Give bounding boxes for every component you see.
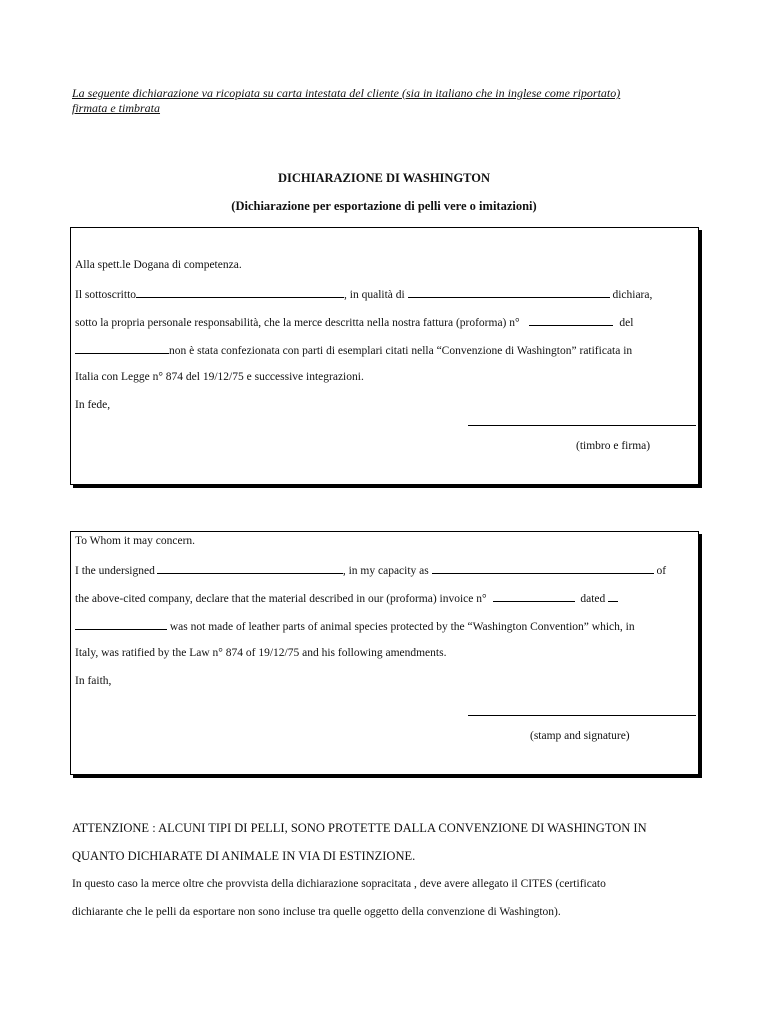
attention-line-4: dichiarante che le pelli da esportare non sono incluse tra quelle oggetto della convenzione di Washington).: [72, 906, 561, 918]
dated-blank[interactable]: [608, 591, 618, 602]
italian-l2a: Il sottoscritto: [75, 289, 137, 301]
document-subtitle: (Dichiarazione per esportazione di pelli vere o imitazioni): [231, 199, 537, 213]
english-line-3: [75, 591, 618, 605]
italian-line-4: [75, 343, 632, 357]
english-l2a: I the undersigned: [75, 565, 155, 577]
english-line-4: [75, 619, 635, 633]
english-l2c: of: [656, 565, 667, 577]
english-declaration-box: [70, 531, 699, 775]
english-l4: was not made of leather parts of animal species protected by the “Washington Convention” which, in: [169, 621, 635, 633]
italian-l3b: del: [619, 317, 634, 329]
invoice-number-blank[interactable]: [529, 315, 613, 326]
italian-greeting: Alla spett.le Dogana di competenza.: [75, 259, 242, 271]
attention-line-3: In questo caso la merce oltre che provvista della dichiarazione sopracitata , deve avere allegato il CITES (certificato: [72, 878, 606, 890]
italian-line-3: [75, 315, 633, 329]
invoice-number-blank-en[interactable]: [493, 591, 575, 602]
instruction-note: [72, 86, 712, 116]
italian-declaration-box: [70, 227, 699, 485]
role-blank[interactable]: [408, 287, 610, 298]
english-greeting: To Whom it may concern.: [75, 535, 196, 547]
attention-line-2: QUANTO DICHIARATE DI ANIMALE IN VIA DI ESTINZIONE.: [72, 849, 416, 863]
italian-line-5: Italia con Legge n° 874 del 19/12/75 e successive integrazioni.: [75, 371, 364, 383]
english-closing: In faith,: [75, 675, 112, 687]
instruction-line-1: La seguente dichiarazione va ricopiata su carta intestata del cliente (sia in italiano che in inglese come riportato): [72, 86, 621, 100]
attention-line-1: ATTENZIONE : ALCUNI TIPI DI PELLI, SONO PROTETTE DALLA CONVENZIONE DI WASHINGTON IN: [72, 821, 647, 835]
instruction-line-2: firmata e timbrata: [72, 101, 161, 115]
date-blank[interactable]: [75, 343, 169, 354]
english-l3a: the above-cited company, declare that the material described in our (proforma) invoice n°: [75, 593, 487, 605]
italian-signature-caption: (timbro e firma): [576, 440, 651, 452]
capacity-blank[interactable]: [432, 563, 654, 574]
italian-closing: In fede,: [75, 399, 111, 411]
english-line-5: Italy, was ratified by the Law n° 874 of 19/12/75 and his following amendments.: [75, 647, 447, 659]
italian-l2b: , in qualità di: [344, 289, 405, 301]
english-line-2: [75, 563, 666, 577]
italian-l4: non è stata confezionata con parti di esemplari citati nella “Convenzione di Washington” ratificata in: [169, 345, 633, 357]
english-l2b: , in my capacity as: [342, 565, 429, 577]
date-blank-en[interactable]: [75, 619, 167, 630]
english-signature-caption: (stamp and signature): [530, 730, 630, 742]
undersigned-blank[interactable]: [157, 563, 343, 574]
document-title: DICHIARAZIONE DI WASHINGTON: [277, 171, 491, 185]
english-l3b: dated: [580, 593, 606, 605]
name-blank[interactable]: [136, 287, 344, 298]
italian-l2c: dichiara,: [612, 289, 653, 301]
italian-l3a: sotto la propria personale responsabilità, che la merce descritta nella nostra fattura (proforma) n°: [75, 317, 520, 329]
english-signature-line[interactable]: [468, 715, 696, 716]
italian-signature-line[interactable]: [468, 425, 696, 426]
italian-line-2: [75, 287, 652, 301]
